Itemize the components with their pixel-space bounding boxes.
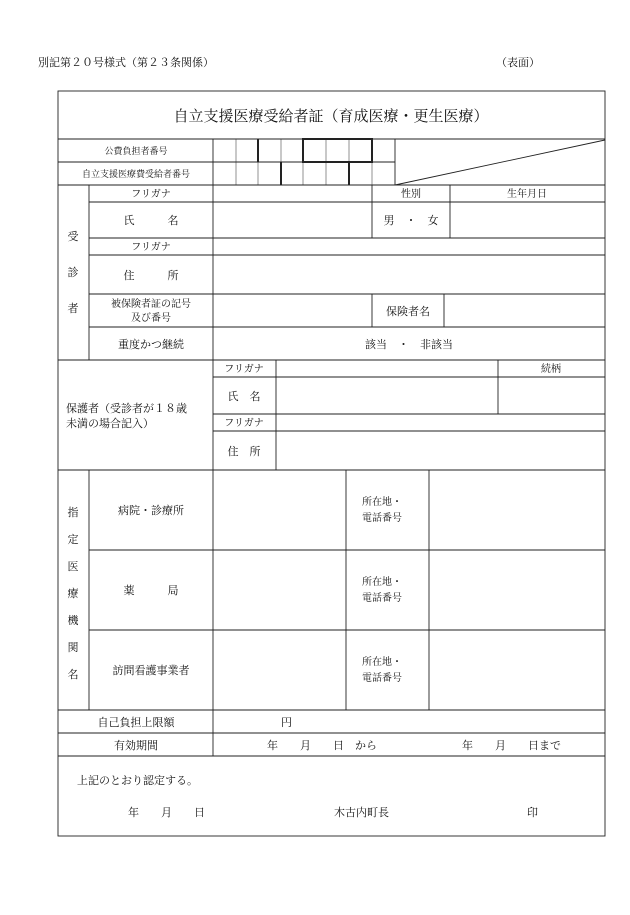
insurance-number-label-1: 被保険者証の記号: [111, 299, 191, 310]
institution-section-char-2: 定: [67, 533, 79, 546]
hospital-address-label-2: 電話番号: [362, 513, 402, 524]
gender-options: 男 ・ 女: [383, 214, 439, 227]
institution-section-char-7: 名: [67, 668, 79, 681]
home-nursing-label: 訪問看護事業者: [112, 664, 190, 677]
insurer-label: 保険者名: [386, 305, 430, 318]
validity-to: 年 月 日まで: [462, 739, 561, 752]
pharmacy-label: 薬 局: [123, 584, 179, 597]
copay-limit-unit: 円: [281, 716, 292, 729]
institution-section-char-3: 医: [67, 560, 79, 573]
patient-address-label: 住 所: [123, 269, 179, 282]
insurance-number-label-2: 及び番号: [131, 313, 171, 324]
hospital-clinic-label: 病院・診療所: [118, 504, 184, 517]
form-title: 自立支援医療受給者証（育成医療・更生医療）: [173, 107, 489, 125]
copay-limit-label: 自己負担上限額: [97, 716, 175, 729]
hospital-address-label-1: 所在地・: [362, 497, 402, 508]
patient-section-char-1: 受: [67, 230, 79, 243]
seal-mark: 印: [527, 806, 538, 819]
institution-section-char-5: 機: [67, 614, 79, 627]
pharmacy-address-label-2: 電話番号: [362, 593, 402, 604]
certification-date: 年 月 日: [128, 806, 205, 819]
validity-from: 年 月 日 から: [267, 739, 377, 752]
patient-furigana-label-2: フリガナ: [131, 242, 171, 253]
guardian-label-line-1: 保護者（受診者が１８歳: [66, 402, 187, 415]
patient-name-label: 氏 名: [123, 214, 179, 227]
certification-text: 上記のとおり認定する。: [77, 774, 198, 787]
guardian-name-label: 氏 名: [227, 390, 261, 403]
guardian-label-line-2: 未満の場合記入）: [66, 417, 154, 430]
form-number: 別記第２０号様式（第２３条関係）: [38, 56, 214, 69]
relation-label: 続柄: [541, 364, 561, 375]
institution-section-char-6: 関: [67, 641, 79, 654]
institution-section-char-4: 療: [67, 587, 79, 600]
recipient-number-label: 自立支援医療費受給者番号: [81, 170, 191, 180]
birthdate-label: 生年月日: [507, 189, 547, 200]
validity-label: 有効期間: [114, 739, 158, 752]
gender-label: 性別: [401, 189, 421, 200]
patient-section-char-2: 診: [67, 266, 79, 279]
guardian-furigana-label: フリガナ: [224, 364, 264, 375]
home-nursing-address-label-1: 所在地・: [362, 657, 402, 668]
severe-continuous-options: 該当 ・ 非該当: [365, 338, 453, 351]
severe-continuous-label: 重度かつ継続: [118, 338, 184, 351]
patient-furigana-label: フリガナ: [131, 189, 171, 200]
side-label: （表面）: [496, 56, 540, 69]
institution-section-char-1: 指: [67, 506, 79, 519]
patient-section-char-3: 者: [67, 302, 79, 315]
pharmacy-address-label-1: 所在地・: [362, 577, 402, 588]
payer-number-label: 公費負担者番号: [104, 147, 168, 157]
guardian-address-label: 住 所: [227, 445, 261, 458]
home-nursing-address-label-2: 電話番号: [362, 673, 402, 684]
guardian-furigana-label-2: フリガナ: [224, 418, 264, 429]
issuer-name: 木古内町長: [334, 806, 389, 819]
